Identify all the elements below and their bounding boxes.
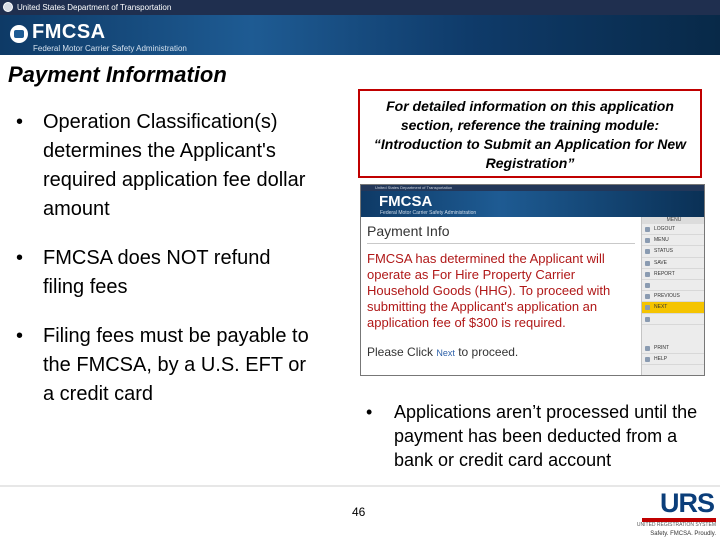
right-bullet-list [366,400,711,472]
screenshot-instruction [367,345,518,359]
sidebar-item-disabled [642,280,705,291]
fmcsa-logo-text: FMCSA [32,21,106,43]
sidebar-item-next[interactable]: NEXT [642,302,705,313]
page-number: 46 [352,505,366,519]
sidebar-item-save[interactable]: SAVE [642,258,705,269]
screenshot-logo: FMCSA [379,193,433,210]
sidebar-item-help[interactable]: HELP [642,354,705,365]
training-module-callout: For detailed information on this application section, reference the training module: “Introduction to Submit an Application for New Registration” [358,89,702,178]
dot-top-bar [0,0,720,15]
fmcsa-logo-icon [10,25,28,43]
instruction-prefix: Please Click [367,345,437,359]
urs-logo-subtitle: Safety. FMCSA. Proudly. [650,531,716,537]
sidebar-item-disabled-2 [642,314,705,325]
urs-logo-text: URS [659,488,714,518]
bullet-payment-methods: • Filing fees must be payable to the FMCSA, by a U.S. EFT or a credit card [14,322,314,409]
next-link[interactable]: Next [436,348,455,358]
screenshot-content [361,217,641,376]
screenshot-sidebar [641,217,705,376]
bullet-no-refund: • FMCSA does NOT refund filing fees [14,244,314,302]
sidebar-item-status[interactable]: STATUS [642,246,705,257]
urs-logo-tagline: UNITED REGISTRATION SYSTEM [636,522,716,528]
footer-divider [0,485,720,487]
sidebar-item-print[interactable]: PRINT [642,343,705,354]
fmcsa-banner [0,15,720,55]
department-name: United States Department of Transportation [17,3,172,12]
screenshot-page-title: Payment Info [367,223,450,239]
screenshot-banner [361,191,705,217]
sidebar-item-menu[interactable]: MENU [642,235,705,246]
instruction-suffix: to proceed. [454,345,519,359]
screenshot-fee-message: FMCSA has determined the Applicant will operate as For Hire Property Carrier Household Goods (HHG). To proceed with submitting the Applicant's application an application fee of $300 is required. [367,251,611,330]
urs-logo [628,488,718,538]
sidebar-item-report[interactable]: REPORT [642,269,705,280]
bullet-payment-processing: • Applications aren’t processed until the payment has been deducted from a bank or credit card account [366,400,711,472]
left-bullet-list [14,108,314,429]
fmcsa-logo-subtitle: Federal Motor Carrier Safety Administration [33,44,187,53]
sidebar-item-logout[interactable]: LOGOUT [642,224,705,235]
dot-seal-icon [3,2,13,12]
payment-info-screenshot [360,184,705,376]
sidebar-header: MENU [642,217,705,224]
slide-title: Payment Information [8,62,227,87]
screenshot-divider [367,243,635,244]
screenshot-dot-bar: United States Department of Transportation [361,185,705,191]
bullet-fee-classification: • Operation Classification(s) determines the Applicant's required application fee dollar amount [14,108,314,224]
screenshot-logo-subtitle: Federal Motor Carrier Safety Administration [380,210,477,216]
sidebar-item-previous[interactable]: PREVIOUS [642,291,705,302]
